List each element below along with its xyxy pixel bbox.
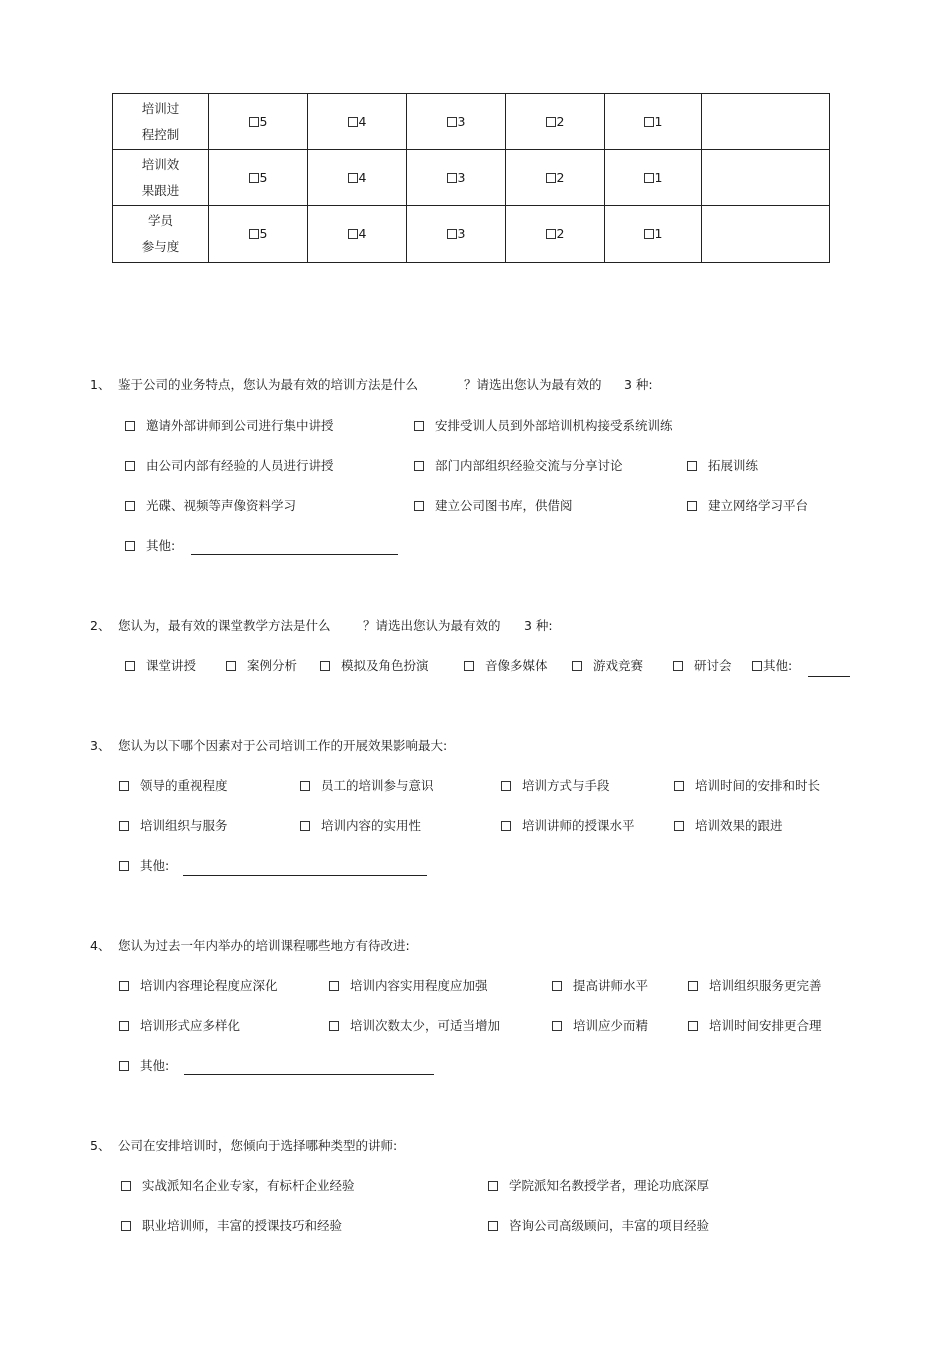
score-option[interactable]: 5 [209,150,308,206]
checkbox-icon[interactable] [501,781,511,791]
q4-option[interactable]: 培训次数太少，可适当增加 [329,1018,500,1034]
q1-other-input[interactable] [191,554,398,555]
checkbox-icon[interactable] [125,461,135,471]
q2-other-input[interactable] [808,676,850,677]
q2-option-other[interactable]: 其他: [752,658,792,674]
checkbox-icon[interactable] [644,173,654,183]
score-option[interactable]: 5 [209,94,308,150]
comment-cell[interactable] [702,206,830,263]
row-label: 培训效 果跟进 [113,150,209,206]
score-option[interactable]: 4 [308,206,407,263]
q3-text: 您认为以下哪个因素对于公司培训工作的开展效果影响最大: [118,738,448,753]
checkbox-icon[interactable] [348,229,358,239]
q2-option[interactable]: 研讨会 [673,658,732,674]
checkbox-icon[interactable] [121,1181,131,1191]
q5-option[interactable]: 职业培训师，丰富的授课技巧和经验 [121,1218,342,1234]
score-option[interactable]: 4 [308,150,407,206]
row-label: 培训过 程控制 [113,94,209,150]
checkbox-icon[interactable] [488,1181,498,1191]
q1-option[interactable]: 拓展训练 [687,458,758,474]
q2-text: 您认为，最有效的课堂教学方法是什么 [118,618,331,633]
score-option[interactable]: 3 [407,206,506,263]
comment-cell[interactable] [702,150,830,206]
comment-cell[interactable] [702,94,830,150]
q4-option[interactable]: 培训应少而精 [552,1018,648,1034]
q4-option[interactable]: 培训时间安排更合理 [688,1018,822,1034]
table-row [113,94,830,150]
checkbox-icon[interactable] [673,661,683,671]
checkbox-icon[interactable] [674,821,684,831]
q4-number: 4、 [90,938,111,953]
checkbox-icon[interactable] [329,981,339,991]
q3-option[interactable]: 培训组织与服务 [119,818,228,834]
q5-number: 5、 [90,1138,111,1153]
q5-text: 公司在安排培训时，您倾向于选择哪种类型的讲师: [118,1138,398,1153]
q3-option[interactable]: 领导的重视程度 [119,778,228,794]
checkbox-icon[interactable] [414,461,424,471]
checkbox-icon[interactable] [226,661,236,671]
q3-other-input[interactable] [183,875,427,876]
q1-option[interactable]: 由公司内部有经验的人员进行讲授 [125,458,334,474]
q4-option[interactable]: 培训形式应多样化 [119,1018,240,1034]
score-option[interactable]: 2 [506,94,605,150]
checkbox-icon[interactable] [552,981,562,991]
q2-text: 3 种: [524,618,553,633]
checkbox-icon[interactable] [414,421,424,431]
q1-option[interactable]: 安排受训人员到外部培训机构接受系统训练 [414,418,673,434]
q5-option[interactable]: 学院派知名教授学者，理论功底深厚 [488,1178,709,1194]
q5-option[interactable]: 实战派知名企业专家，有标杆企业经验 [121,1178,355,1194]
checkbox-icon[interactable] [688,981,698,991]
checkbox-icon[interactable] [300,821,310,831]
checkbox-icon[interactable] [249,173,259,183]
checkbox-icon[interactable] [119,1061,129,1071]
checkbox-icon[interactable] [546,173,556,183]
q2-option[interactable]: 游戏竞赛 [572,658,643,674]
checkbox-icon[interactable] [687,501,697,511]
checkbox-icon[interactable] [125,421,135,431]
checkbox-icon[interactable] [687,461,697,471]
checkbox-icon[interactable] [464,661,474,671]
q3-option[interactable]: 培训内容的实用性 [300,818,421,834]
q2-number: 2、 [90,618,111,633]
q2-option[interactable]: 模拟及角色扮演 [320,658,429,674]
q3-option[interactable]: 培训效果的跟进 [674,818,783,834]
q3-option[interactable]: 培训讲师的授课水平 [501,818,635,834]
score-option[interactable]: 1 [605,206,702,263]
q4-option-other[interactable]: 其他: [119,1058,169,1074]
checkbox-icon[interactable] [119,861,129,871]
q4-text: 您认为过去一年内举办的培训课程哪些地方有待改进: [118,938,410,953]
checkbox-icon[interactable] [125,661,135,671]
q1-option[interactable]: 建立公司图书库，供借阅 [414,498,573,514]
q3-option-other[interactable]: 其他: [119,858,169,874]
row-label: 学员 参与度 [113,206,209,263]
checkbox-icon[interactable] [121,1221,131,1231]
q1-option-other[interactable]: 其他: [125,538,175,554]
checkbox-icon[interactable] [329,1021,339,1031]
score-option[interactable]: 2 [506,150,605,206]
checkbox-icon[interactable] [320,661,330,671]
checkbox-icon[interactable] [488,1221,498,1231]
checkbox-icon[interactable] [447,229,457,239]
q3-option[interactable]: 员工的培训参与意识 [300,778,434,794]
q4-option[interactable]: 培训内容实用程度应加强 [329,978,488,994]
q4-option[interactable]: 培训组织服务更完善 [688,978,822,994]
checkbox-icon[interactable] [119,821,129,831]
score-option[interactable]: 2 [506,206,605,263]
checkbox-icon[interactable] [348,173,358,183]
q3-number: 3、 [90,738,111,753]
q1-text: ？请选出您认为最有效的 [464,377,602,392]
q2-option[interactable]: 课堂讲授 [125,658,196,674]
score-option[interactable]: 5 [209,206,308,263]
q4-option[interactable]: 提高讲师水平 [552,978,648,994]
score-option[interactable]: 3 [407,150,506,206]
table-row [113,150,830,206]
checkbox-icon[interactable] [572,661,582,671]
q5-option[interactable]: 咨询公司高级顾问，丰富的项目经验 [488,1218,709,1234]
checkbox-icon[interactable] [300,781,310,791]
q4-option[interactable]: 培训内容理论程度应深化 [119,978,278,994]
q3-option[interactable]: 培训方式与手段 [501,778,610,794]
checkbox-icon[interactable] [674,781,684,791]
checkbox-icon[interactable] [249,117,259,127]
checkbox-icon[interactable] [752,661,762,671]
checkbox-icon[interactable] [447,117,457,127]
score-option[interactable]: 1 [605,150,702,206]
checkbox-icon[interactable] [119,981,129,991]
table-row [113,206,830,263]
checkbox-icon[interactable] [552,1021,562,1031]
checkbox-icon[interactable] [644,229,654,239]
checkbox-icon[interactable] [119,781,129,791]
checkbox-icon[interactable] [688,1021,698,1031]
checkbox-icon[interactable] [644,117,654,127]
checkbox-icon[interactable] [546,117,556,127]
q1-option[interactable]: 建立网络学习平台 [687,498,808,514]
q1-option[interactable]: 部门内部组织经验交流与分享讨论 [414,458,623,474]
checkbox-icon[interactable] [125,501,135,511]
q1-text: 3 种: [624,377,653,392]
q2-option[interactable]: 案例分析 [226,658,297,674]
score-option[interactable]: 3 [407,94,506,150]
checkbox-icon[interactable] [119,1021,129,1031]
checkbox-icon[interactable] [348,117,358,127]
q1-number: 1、 [90,377,111,392]
q1-text: 鉴于公司的业务特点，您认为最有效的培训方法是什么 [118,377,419,392]
checkbox-icon[interactable] [125,541,135,551]
q1-option[interactable]: 光碟、视频等声像资料学习 [125,498,296,514]
score-option[interactable]: 4 [308,94,407,150]
q2-text: ？请选出您认为最有效的 [363,618,501,633]
q3-option[interactable]: 培训时间的安排和时长 [674,778,820,794]
checkbox-icon[interactable] [414,501,424,511]
q4-other-input[interactable] [184,1074,434,1075]
checkbox-icon[interactable] [249,229,259,239]
checkbox-icon[interactable] [546,229,556,239]
checkbox-icon[interactable] [501,821,511,831]
rating-table [112,93,830,263]
score-option[interactable]: 1 [605,94,702,150]
q1-option[interactable]: 邀请外部讲师到公司进行集中讲授 [125,418,334,434]
checkbox-icon[interactable] [447,173,457,183]
q2-option[interactable]: 音像多媒体 [464,658,548,674]
